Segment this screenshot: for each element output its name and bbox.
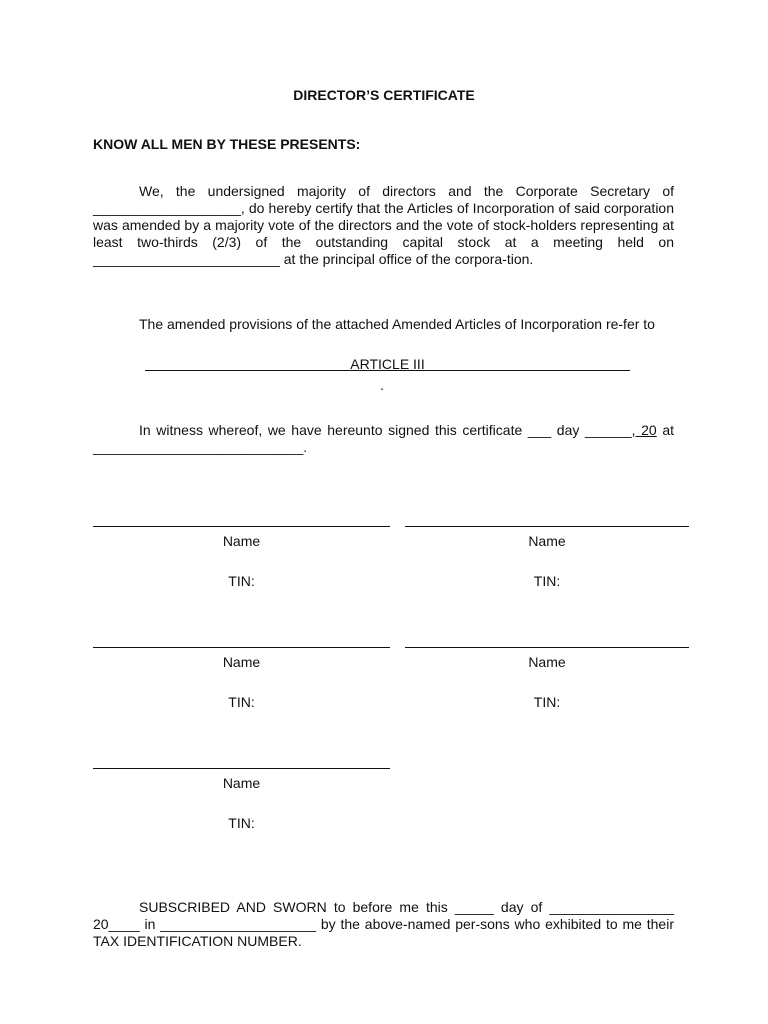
certification-text: We, the undersigned majority of directors and the Corporate Secretary of ___________________, do hereby certify that the Articles of Incorporation of said corporation was amended by a majority vote of the directors and the vote of stock-holders representing at least two-thirds (2/3) of the outstanding capital stock at a meeting held on ________________________ at the principal office of the corpora-tion. (93, 183, 674, 267)
signature-line-3 (93, 647, 390, 648)
signatory-5-tin-label: TIN: (228, 815, 255, 831)
article-underline (145, 370, 630, 371)
amended-provisions-text: The amended provisions of the attached Amended Articles of Incorporation re-fer to (139, 316, 655, 332)
signatory-2-tin-label: TIN: (533, 573, 561, 589)
signatory-4-tin-label: TIN: (533, 694, 561, 710)
signature-line-5 (93, 768, 390, 769)
signatory-4-name-label: Name (528, 654, 566, 670)
signature-line-4 (405, 647, 689, 648)
jurat-paragraph (93, 899, 674, 950)
jurat-text: SUBSCRIBED AND SWORN to before me this _____ day of ________________ 20____ in ____________________ by the above-named per-sons who exhibited to me their TAX IDENTIFICATION NUMBER. (93, 899, 674, 949)
witness-year: , 20 (631, 422, 657, 438)
signatory-3-name-label: Name (222, 654, 261, 670)
signatory-1-tin-label: TIN: (228, 573, 255, 589)
signatory-2-name-label: Name (528, 533, 566, 549)
document-heading: KNOW ALL MEN BY THESE PRESENTS: (93, 136, 361, 152)
amended-provisions-paragraph (93, 316, 674, 333)
witness-paragraph (93, 422, 674, 456)
certification-paragraph (93, 183, 674, 268)
document-title: DIRECTOR’S CERTIFICATE (293, 87, 475, 103)
signatory-1-name-label: Name (222, 533, 261, 549)
article-reference: ARTICLE III (350, 356, 425, 372)
article-period: . (380, 377, 384, 393)
witness-text: In witness whereof, we have hereunto signed this certificate ___ day ______ (139, 422, 632, 438)
signatory-3-tin-label: TIN: (228, 694, 255, 710)
signatory-5-name-label: Name (222, 775, 261, 791)
signature-line-2 (405, 526, 689, 527)
witness-place: at ___________________________. (93, 422, 674, 455)
signature-line-1 (93, 526, 390, 527)
